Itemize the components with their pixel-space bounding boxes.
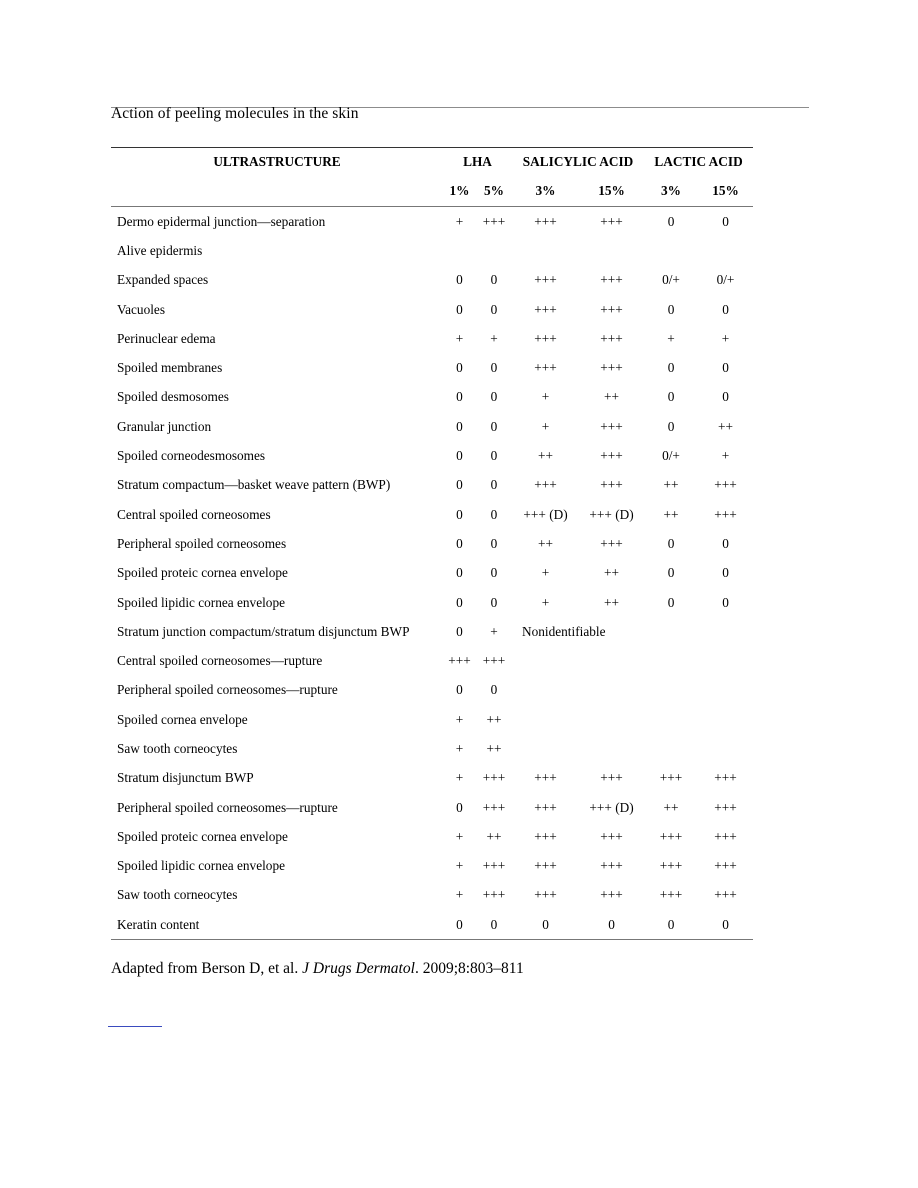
cell-value: +++	[600, 418, 623, 434]
cell-value: 0	[456, 272, 463, 288]
table-row	[111, 910, 753, 940]
table-row	[111, 529, 753, 558]
cell-value: 0	[456, 506, 463, 522]
cell-value: ++	[538, 535, 554, 551]
table-row	[111, 295, 753, 324]
cell-value: +++	[714, 799, 737, 815]
cell-value: 0	[667, 389, 675, 405]
cell-value: +	[455, 770, 464, 786]
cell-value: +++	[534, 360, 557, 376]
cell-value: ++	[663, 506, 679, 522]
cell-value: ++	[663, 799, 679, 815]
cell-value	[644, 646, 698, 675]
cell-value	[698, 705, 753, 734]
column-group-lactic-acid: LACTIC ACID	[644, 148, 753, 176]
cell-value: 0	[722, 389, 729, 405]
cell-value: 0	[490, 535, 498, 551]
table-row	[111, 383, 753, 412]
cell-value: 0	[698, 910, 753, 940]
cell-value: ++	[663, 477, 679, 493]
cell-value: +	[455, 828, 464, 844]
cell-value: +++	[482, 858, 506, 874]
cell-note: Nonidentifiable	[522, 623, 606, 639]
cell-value: 0/+	[662, 272, 680, 288]
cell-value: 0	[456, 360, 463, 376]
row-label: Peripheral spoiled corneosomes	[117, 535, 287, 551]
cell-value: +++	[534, 858, 557, 874]
cell-value	[512, 676, 579, 705]
cell-value: 0	[667, 213, 675, 229]
cell-value: 0	[456, 301, 463, 317]
cell-value: +++	[534, 272, 557, 288]
cell-value	[579, 676, 644, 705]
table-row	[111, 881, 753, 910]
row-label: Stratum compactum—basket weave pattern (BWP)	[117, 477, 391, 493]
cell-value: 0	[456, 623, 463, 639]
cell-value: 0	[722, 213, 729, 229]
cell-value	[579, 236, 644, 265]
cell-value: +	[541, 565, 550, 581]
cell-value	[579, 734, 644, 763]
row-label: Dermo epidermal junction—separation	[117, 213, 326, 229]
row-label: Peripheral spoiled corneosomes—rupture	[117, 682, 338, 698]
cell-value: +	[541, 418, 550, 434]
cell-value: +++	[482, 799, 506, 815]
cell-value: +++	[714, 828, 737, 844]
row-label: Spoiled lipidic cornea envelope	[117, 858, 286, 874]
cell-value: 0	[476, 910, 512, 940]
cell-value: 0	[456, 682, 463, 698]
cell-value: +++	[482, 213, 506, 229]
cell-value: +	[541, 594, 550, 610]
row-label: Stratum disjunctum BWP	[117, 770, 254, 786]
row-label: Saw tooth corneocytes	[117, 740, 238, 756]
cell-value: +++	[482, 887, 506, 903]
table-row	[111, 705, 753, 734]
cell-value: +++	[714, 477, 737, 493]
cell-value: ++	[486, 828, 502, 844]
cell-value: +++	[659, 770, 683, 786]
table-row	[111, 646, 753, 675]
cell-value: 0	[456, 418, 463, 434]
row-label: Peripheral spoiled corneosomes—rupture	[117, 799, 338, 815]
cell-value: 0	[490, 448, 498, 464]
cell-value: +++	[534, 770, 557, 786]
cell-value: 0	[456, 565, 463, 581]
cell-value: +	[721, 330, 730, 346]
row-label: Granular junction	[117, 418, 212, 434]
cell-value: +++	[534, 477, 557, 493]
row-label: Central spoiled corneosomes—rupture	[117, 653, 323, 669]
cell-value	[512, 646, 579, 675]
cell-value: 0	[443, 910, 476, 940]
cell-value: +++	[534, 301, 557, 317]
cell-value: +	[455, 213, 464, 229]
cell-value: +++	[600, 535, 623, 551]
cell-value: 0	[490, 506, 498, 522]
table-row	[111, 676, 753, 705]
table-row	[111, 236, 753, 265]
table-row	[111, 852, 753, 881]
cell-value: ++	[604, 389, 620, 405]
cell-value: 0	[490, 418, 498, 434]
cell-value: +	[490, 623, 498, 639]
cell-value: +++	[534, 330, 557, 346]
cell-value: 0/+	[716, 272, 735, 288]
cell-value: +++	[600, 858, 623, 874]
cell-value: +++	[600, 477, 623, 493]
cell-value	[698, 646, 753, 675]
header-spacer	[111, 175, 443, 207]
table-row	[111, 500, 753, 529]
column-header-concentration: 3%	[512, 175, 579, 207]
cell-value: 0	[667, 535, 675, 551]
table-caption: Action of peeling molecules in the skin	[111, 105, 359, 122]
row-label: Spoiled proteic cornea envelope	[117, 828, 288, 844]
cell-value: 0	[456, 448, 463, 464]
cell-value: 0	[644, 910, 698, 940]
cell-value: ++	[486, 740, 502, 756]
cell-value	[698, 676, 753, 705]
cell-value: 0	[490, 272, 498, 288]
cell-value: ++	[486, 711, 502, 727]
cell-value: +++	[600, 213, 623, 229]
cell-value	[579, 646, 644, 675]
table-row	[111, 822, 753, 851]
cell-value: 0	[456, 594, 463, 610]
cell-value	[476, 236, 512, 265]
cell-value: +++	[482, 770, 506, 786]
row-label: Spoiled lipidic cornea envelope	[117, 594, 286, 610]
cell-value: +++	[448, 653, 471, 669]
cell-value: +++	[600, 887, 623, 903]
cell-value	[443, 236, 476, 265]
cell-value: +++	[714, 770, 737, 786]
cell-value: +	[455, 711, 464, 727]
cell-value: 0	[667, 301, 675, 317]
row-label: Alive epidermis	[117, 242, 203, 258]
row-label: Stratum junction compactum/stratum disjunctum BWP	[117, 623, 410, 639]
cell-value	[698, 734, 753, 763]
cell-value: 0	[722, 565, 729, 581]
cell-value: 0	[722, 594, 729, 610]
column-header-concentration: 15%	[579, 175, 644, 207]
cell-value: +++	[534, 213, 557, 229]
source-citation	[111, 960, 524, 978]
cell-value: +++ (D)	[589, 506, 634, 522]
cell-value: +++	[600, 360, 623, 376]
column-header-ultrastructure: ULTRASTRUCTURE	[111, 148, 443, 176]
cell-value	[644, 705, 698, 734]
table-row	[111, 266, 753, 295]
cell-value: +++	[534, 799, 557, 815]
table-row	[111, 734, 753, 763]
cell-value: 0/+	[662, 448, 680, 464]
table-row	[111, 207, 753, 237]
cell-value: +++	[659, 887, 683, 903]
back-to-top-link[interactable]	[108, 1026, 162, 1027]
table-row	[111, 588, 753, 617]
cell-value	[512, 705, 579, 734]
cell-value: +++	[714, 858, 737, 874]
column-header-concentration: 1%	[443, 175, 476, 207]
cell-value: 0	[722, 535, 729, 551]
cell-value: +++	[600, 301, 623, 317]
table-row	[111, 793, 753, 822]
row-label: Saw tooth corneocytes	[117, 887, 238, 903]
citation-prefix: Adapted from Berson D, et al.	[111, 960, 303, 977]
cell-value: +	[490, 330, 498, 346]
cell-value: 0	[667, 565, 675, 581]
column-group-salicylic-acid: SALICYLIC ACID	[512, 148, 644, 176]
cell-value: +++	[659, 858, 683, 874]
citation-suffix: . 2009;8:803–811	[414, 960, 524, 977]
table-row	[111, 764, 753, 793]
cell-value	[698, 236, 753, 265]
column-group-lha: LHA	[443, 148, 512, 176]
cell-value: +	[455, 330, 464, 346]
cell-value: 0	[456, 535, 463, 551]
cell-value: 0	[490, 477, 498, 493]
column-header-concentration: 3%	[644, 175, 698, 207]
row-label: Keratin content	[111, 910, 443, 940]
table-row	[111, 617, 753, 646]
cell-value	[644, 734, 698, 763]
cell-value: 0	[579, 910, 644, 940]
row-label: Spoiled proteic cornea envelope	[117, 565, 288, 581]
cell-value: +++ (D)	[523, 506, 568, 522]
cell-value: 0	[456, 799, 463, 815]
cell-value: +	[541, 389, 550, 405]
cell-value: 0	[490, 301, 498, 317]
cell-value: +	[455, 858, 464, 874]
table-body	[111, 207, 753, 940]
cell-value: +	[455, 887, 464, 903]
cell-value: ++	[604, 565, 620, 581]
row-label: Central spoiled corneosomes	[117, 506, 271, 522]
cell-value: 0	[722, 360, 729, 376]
cell-value: +++	[534, 828, 557, 844]
row-label: Perinuclear edema	[117, 330, 216, 346]
cell-value: +++	[534, 887, 557, 903]
cell-value: ++	[604, 594, 620, 610]
citation-journal: J Drugs Dermatol	[302, 960, 415, 977]
cell-value: +++	[714, 506, 737, 522]
cell-value: +	[721, 448, 730, 464]
cell-value: +++	[714, 887, 737, 903]
cell-value: +++	[600, 770, 623, 786]
cell-value: 0	[490, 389, 498, 405]
cell-value	[579, 705, 644, 734]
table-row	[111, 412, 753, 441]
cell-value: +++	[600, 448, 623, 464]
cell-value: +++	[600, 330, 623, 346]
cell-value: ++	[538, 448, 554, 464]
peeling-table-container	[111, 147, 753, 940]
cell-value: +++	[482, 653, 506, 669]
cell-value	[644, 676, 698, 705]
cell-value: 0	[667, 360, 675, 376]
cell-value	[512, 236, 579, 265]
cell-value: 0	[667, 418, 675, 434]
cell-value: 0	[456, 389, 463, 405]
table-row	[111, 441, 753, 470]
column-header-concentration: 15%	[698, 175, 753, 207]
row-label: Spoiled desmosomes	[117, 389, 229, 405]
cell-value	[644, 236, 698, 265]
table-row	[111, 353, 753, 382]
row-label: Expanded spaces	[117, 272, 209, 288]
cell-value: +++	[659, 828, 683, 844]
cell-value: +++ (D)	[589, 799, 634, 815]
cell-value: +++	[600, 828, 623, 844]
row-label: Vacuoles	[117, 301, 165, 317]
cell-value: 0	[490, 682, 498, 698]
row-label: Spoiled membranes	[117, 360, 223, 376]
cell-value: 0	[512, 910, 579, 940]
cell-value: 0	[456, 477, 463, 493]
cell-value	[512, 734, 579, 763]
table-row	[111, 559, 753, 588]
peeling-table	[111, 147, 753, 940]
cell-value: 0	[490, 360, 498, 376]
cell-value: +	[667, 330, 675, 346]
cell-value: ++	[718, 418, 734, 434]
table-row	[111, 471, 753, 500]
row-label: Spoiled corneodesmosomes	[117, 448, 266, 464]
cell-value: 0	[490, 565, 498, 581]
cell-value: +++	[600, 272, 623, 288]
cell-value: 0	[490, 594, 498, 610]
cell-value: 0	[667, 594, 675, 610]
column-header-concentration: 5%	[476, 175, 512, 207]
cell-value: 0	[722, 301, 729, 317]
table-row	[111, 324, 753, 353]
row-label: Spoiled cornea envelope	[117, 711, 248, 727]
cell-value: +	[455, 740, 464, 756]
